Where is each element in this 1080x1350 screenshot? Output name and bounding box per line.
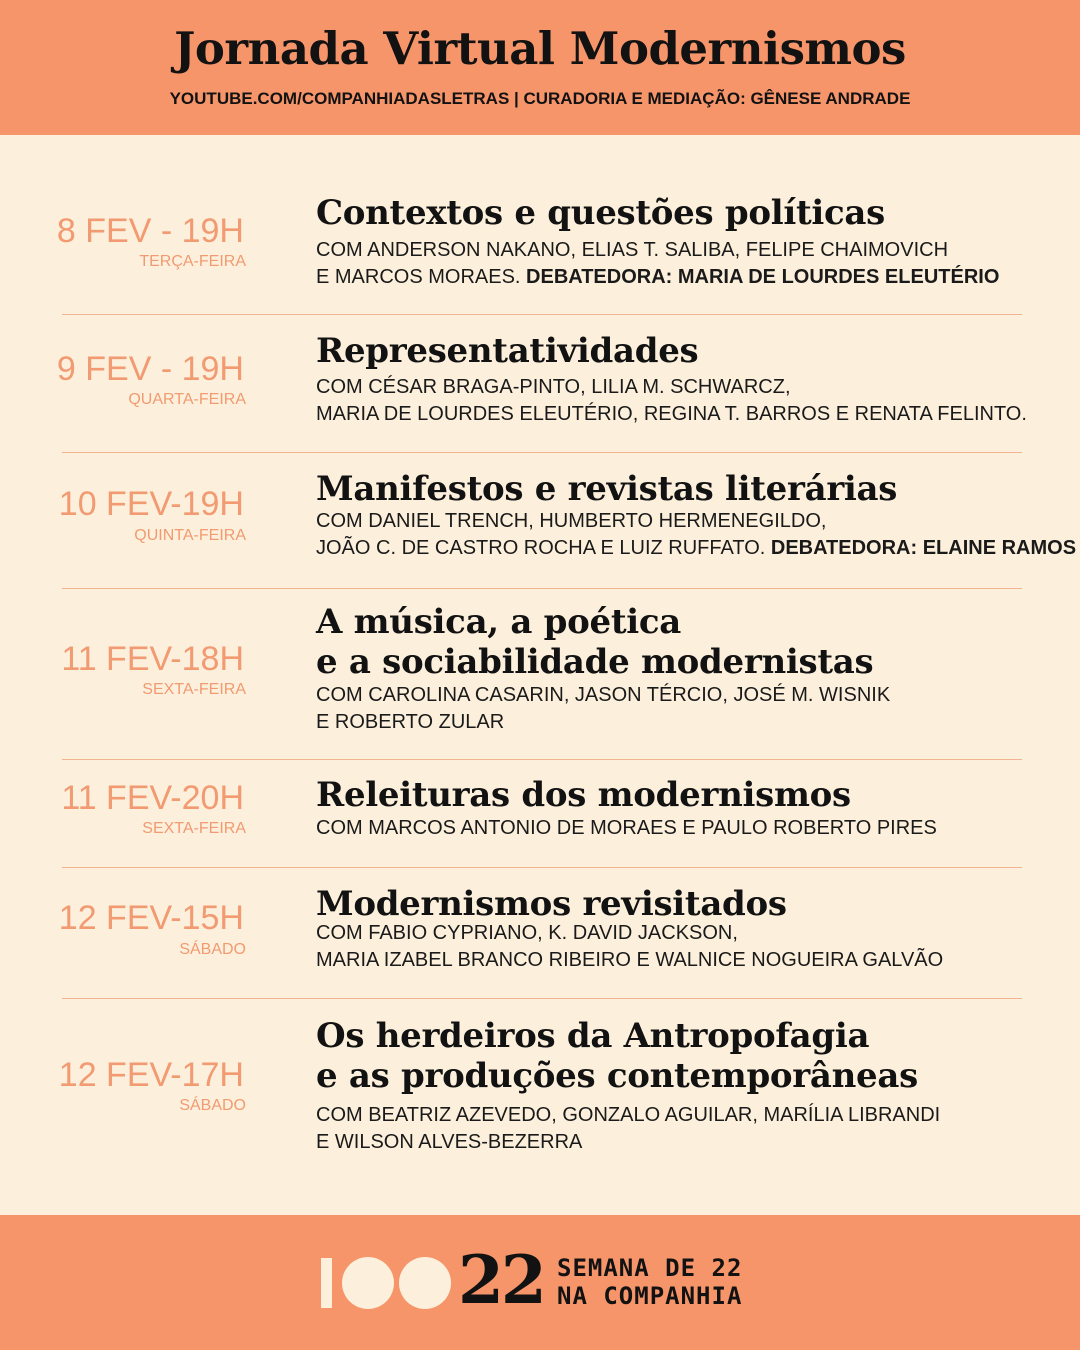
event-title-line: e a sociabilidade modernistas — [316, 642, 874, 682]
footer-band — [0, 1215, 1080, 1350]
event-description — [316, 920, 943, 973]
event-description-line — [316, 1102, 940, 1129]
event-weekday: SÁBADO — [179, 1097, 246, 1114]
event-weekday: QUARTA-FEIRA — [128, 391, 246, 408]
event-title — [316, 884, 787, 924]
event-description — [316, 237, 999, 290]
event-title — [316, 602, 873, 682]
divider — [62, 588, 1022, 589]
participants-text: E WILSON ALVES-BEZERRA — [316, 1130, 583, 1153]
divider — [62, 314, 1022, 315]
event-description-line — [316, 401, 1027, 428]
divider — [62, 452, 1022, 453]
divider — [62, 998, 1022, 999]
event-title — [316, 469, 897, 509]
event-description — [316, 374, 1027, 427]
event-description-line — [316, 815, 937, 842]
divider — [62, 867, 1022, 868]
participants-text: E ROBERTO ZULAR — [316, 710, 505, 733]
event-title-line: Manifestos e revistas literárias — [316, 469, 898, 509]
event-title-line: Representatividades — [316, 331, 699, 371]
event-title-line: Releituras dos modernismos — [316, 775, 851, 815]
event-description-line — [316, 535, 1076, 562]
participants-text: COM CAROLINA CASARIN, JASON TÉRCIO, JOSÉ M. WISNIK — [316, 684, 891, 706]
event-weekday: QUINTA-FEIRA — [134, 527, 246, 544]
event-description-line — [316, 264, 999, 291]
event-description-line — [316, 1129, 940, 1156]
event-description-line — [316, 709, 890, 736]
event-title — [316, 775, 851, 815]
event-title — [316, 193, 885, 233]
participants-text: COM MARCOS ANTONIO DE MORAES E PAULO ROBERTO PIRES — [316, 817, 937, 839]
event-description — [316, 682, 890, 735]
participants-text: JOÃO C. DE CASTRO ROCHA E LUIZ RUFFATO. — [316, 536, 771, 559]
moderator-text: DEBATEDORA: ELAINE RAMOS — [770, 536, 1077, 559]
event-description-line — [316, 374, 1027, 401]
event-description-line — [316, 920, 943, 947]
event-title-line: Os herdeiros da Antropofagia — [316, 1016, 870, 1056]
footer-line-1: SEMANA DE 22 — [557, 1254, 743, 1282]
event-description-line — [316, 508, 1076, 535]
event-description — [316, 508, 1076, 561]
event-title — [316, 1016, 918, 1096]
event-description — [316, 1102, 940, 1155]
event-weekday: SEXTA-FEIRA — [142, 820, 246, 837]
header-subtitle: YOUTUBE.COM/COMPANHIADASLETRAS | CURADORIA E MEDIAÇÃO: GÊNESE ANDRADE — [169, 89, 911, 108]
event-title-line: e as produções contemporâneas — [316, 1056, 918, 1096]
event-date: 9 FEV - 19H — [56, 350, 244, 388]
participants-text: E MARCOS MORAES. — [316, 265, 527, 288]
logo-one-bar — [321, 1258, 332, 1308]
event-description-line — [316, 237, 999, 264]
participants-text: MARIA IZABEL BRANCO RIBEIRO E WALNICE NOGUEIRA GALVÃO — [316, 948, 944, 971]
event-title — [316, 331, 698, 371]
participants-text: COM DANIEL TRENCH, HUMBERTO HERMENEGILDO, — [316, 510, 827, 532]
event-description-line — [316, 947, 943, 974]
event-date: 11 FEV-18H — [61, 640, 244, 678]
event-weekday: SEXTA-FEIRA — [142, 681, 246, 698]
event-weekday: SÁBADO — [179, 941, 246, 958]
participants-text: MARIA DE LOURDES ELEUTÉRIO, REGINA T. BARROS E RENATA FELINTO. — [316, 402, 1027, 425]
event-title-line: A música, a poética — [316, 602, 681, 642]
event-date: 12 FEV-17H — [58, 1056, 244, 1094]
participants-text: COM FABIO CYPRIANO, K. DAVID JACKSON, — [316, 922, 738, 944]
event-title-line: Contextos e questões políticas — [316, 193, 885, 233]
event-date: 8 FEV - 19H — [56, 212, 244, 250]
logo-number: 22 — [458, 1241, 544, 1319]
participants-text: COM CÉSAR BRAGA-PINTO, LILIA M. SCHWARCZ, — [316, 376, 791, 398]
divider — [62, 759, 1022, 760]
logo-zero-circle — [342, 1257, 394, 1309]
event-date: 11 FEV-20H — [61, 779, 244, 817]
footer-line-2: NA COMPANHIA — [557, 1282, 743, 1310]
event-weekday: TERÇA-FEIRA — [139, 253, 246, 270]
event-description-line — [316, 682, 890, 709]
logo-zero-circle — [399, 1257, 451, 1309]
event-date: 12 FEV-15H — [58, 899, 244, 937]
moderator-text: DEBATEDORA: MARIA DE LOURDES ELEUTÉRIO — [526, 265, 1000, 288]
event-description — [316, 815, 937, 842]
participants-text: COM ANDERSON NAKANO, ELIAS T. SALIBA, FELIPE CHAIMOVICH — [316, 239, 949, 261]
header-band — [0, 0, 1080, 135]
event-title-line: Modernismos revisitados — [316, 884, 787, 924]
page-title: Jornada Virtual Modernismos — [174, 22, 906, 75]
event-date: 10 FEV-19H — [58, 485, 244, 523]
participants-text: COM BEATRIZ AZEVEDO, GONZALO AGUILAR, MARÍLIA LIBRANDI — [316, 1104, 941, 1126]
